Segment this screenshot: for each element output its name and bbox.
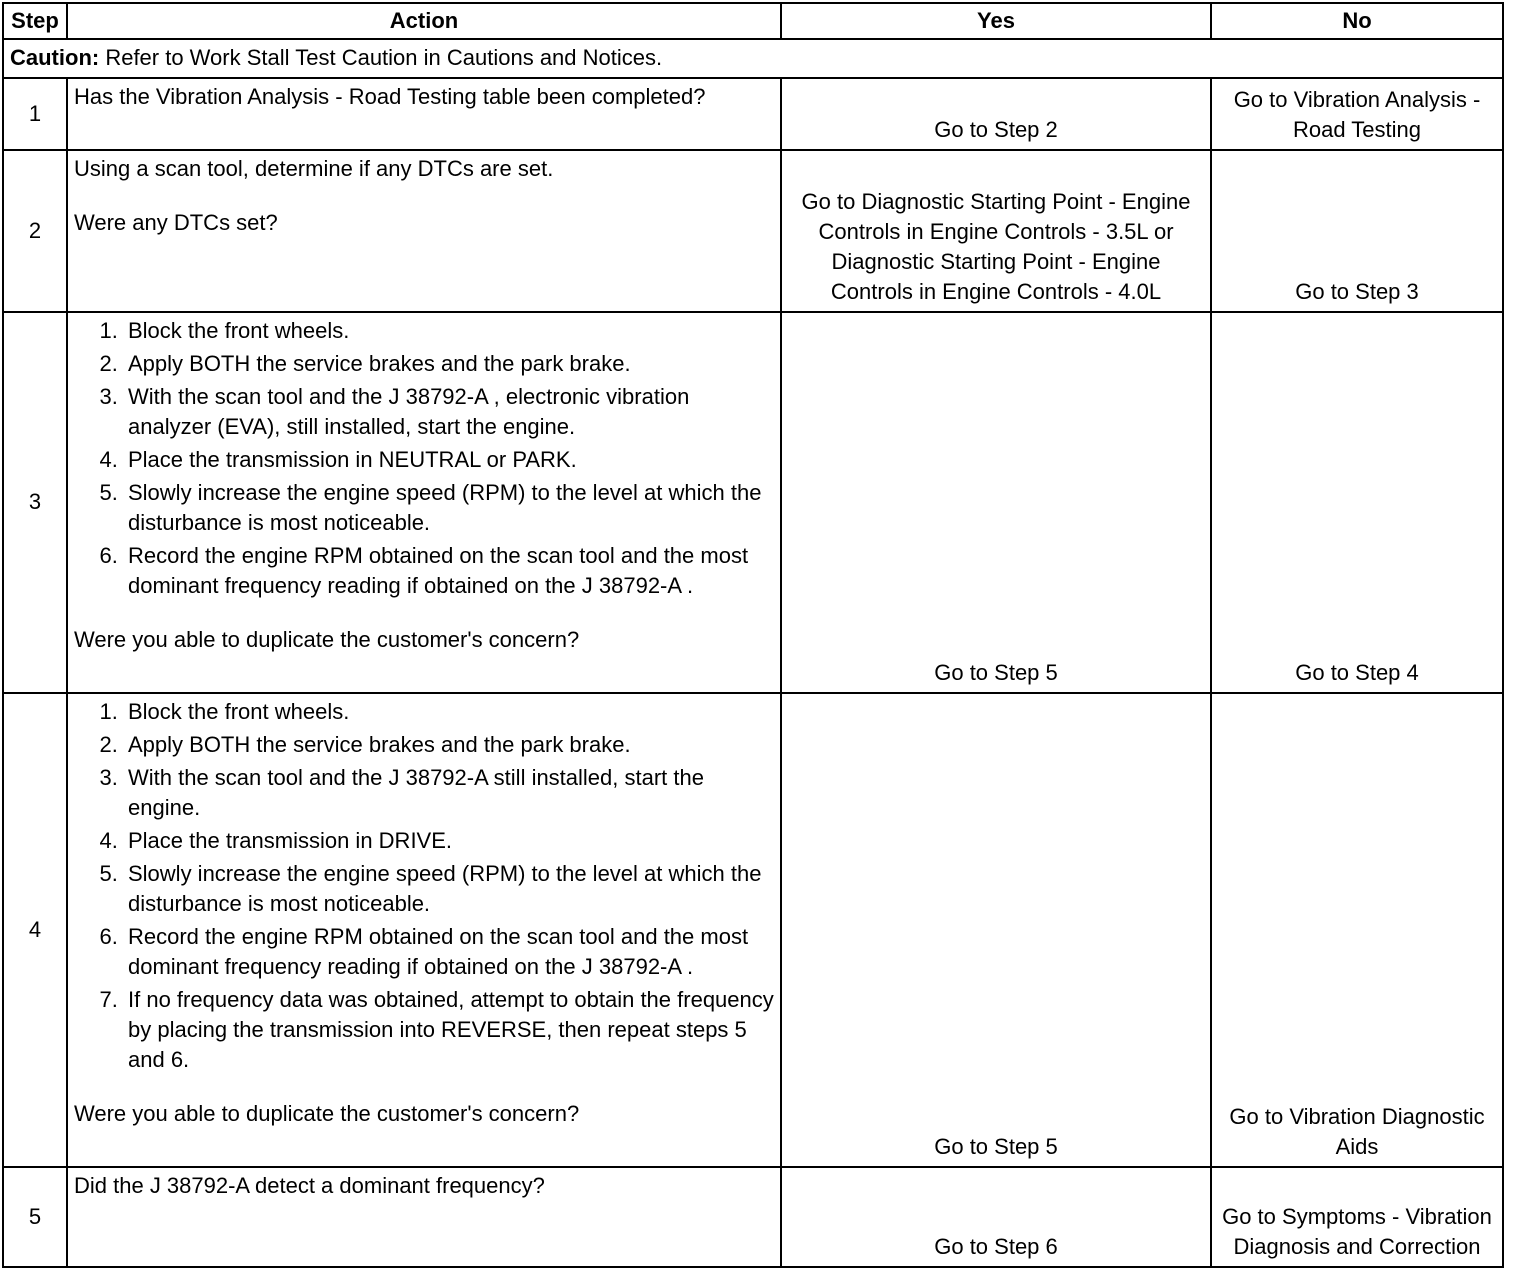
- procedure-item: 2. Apply BOTH the service brakes and the park brake.: [124, 349, 774, 379]
- action-cell: [67, 693, 781, 1167]
- table-row: [3, 693, 1503, 1167]
- step-number: 4: [3, 693, 67, 1167]
- procedure-item: 7. If no frequency data was obtained, attempt to obtain the frequency by placing the transmission into REVERSE, then repeat steps 5 and 6.: [124, 985, 774, 1075]
- table-row: [3, 1167, 1503, 1267]
- procedure-list: [74, 697, 774, 1075]
- procedure-item: 3. With the scan tool and the J 38792-A still installed, start the engine.: [124, 763, 774, 823]
- header-step: Step: [3, 3, 67, 39]
- step-number: 1: [3, 78, 67, 150]
- step-number: 5: [3, 1167, 67, 1267]
- action-text: Using a scan tool, determine if any DTCs are set.: [74, 156, 554, 181]
- procedure-item: 4. Place the transmission in DRIVE.: [124, 826, 774, 856]
- yes-cell: Go to Step 6: [781, 1167, 1211, 1267]
- header-no: No: [1211, 3, 1503, 39]
- action-cell: [67, 312, 781, 693]
- diagnostic-table: [2, 2, 1504, 1268]
- action-question: Were you able to duplicate the customer's concern?: [74, 1101, 580, 1126]
- no-cell: Go to Symptoms - Vibration Diagnosis and Correction: [1211, 1167, 1503, 1267]
- caution-label: Caution:: [10, 45, 100, 70]
- header-action: Action: [67, 3, 781, 39]
- procedure-item: 2. Apply BOTH the service brakes and the park brake.: [124, 730, 774, 760]
- action-question: Were you able to duplicate the customer's concern?: [74, 627, 580, 652]
- procedure-item: 4. Place the transmission in NEUTRAL or PARK.: [124, 445, 774, 475]
- no-cell: Go to Step 4: [1211, 312, 1503, 693]
- no-cell: Go to Vibration Analysis - Road Testing: [1211, 78, 1503, 150]
- step-number: 2: [3, 150, 67, 312]
- yes-cell: Go to Step 5: [781, 312, 1211, 693]
- caution-cell: [3, 39, 1503, 78]
- procedure-list: [74, 316, 774, 601]
- yes-cell: Go to Diagnostic Starting Point - Engine Controls in Engine Controls - 3.5L or Diagnostic Starting Point - Engine Controls in Engine Controls - 4.0L: [781, 150, 1211, 312]
- action-question: Were any DTCs set?: [74, 210, 278, 235]
- procedure-item: 5. Slowly increase the engine speed (RPM) to the level at which the disturbance is most noticeable.: [124, 478, 774, 538]
- procedure-item: 5. Slowly increase the engine speed (RPM) to the level at which the disturbance is most noticeable.: [124, 859, 774, 919]
- header-yes: Yes: [781, 3, 1211, 39]
- no-cell: Go to Vibration Diagnostic Aids: [1211, 693, 1503, 1167]
- caution-text: Refer to Work Stall Test Caution in Cautions and Notices.: [99, 45, 663, 70]
- procedure-item: 1. Block the front wheels.: [124, 697, 774, 727]
- yes-cell: Go to Step 5: [781, 693, 1211, 1167]
- action-cell: Has the Vibration Analysis - Road Testing table been completed?: [67, 78, 781, 150]
- table-row: [3, 312, 1503, 693]
- caution-row: [3, 39, 1503, 78]
- yes-cell: Go to Step 2: [781, 78, 1211, 150]
- action-cell: [67, 150, 781, 312]
- table-row: [3, 78, 1503, 150]
- no-cell: Go to Step 3: [1211, 150, 1503, 312]
- procedure-item: 3. With the scan tool and the J 38792-A , electronic vibration analyzer (EVA), still installed, start the engine.: [124, 382, 774, 442]
- header-row: [3, 3, 1503, 39]
- table-row: [3, 150, 1503, 312]
- procedure-item: 6. Record the engine RPM obtained on the scan tool and the most dominant frequency reading if obtained on the J 38792-A .: [124, 541, 774, 601]
- action-cell: Did the J 38792-A detect a dominant frequency?: [67, 1167, 781, 1267]
- procedure-item: 1. Block the front wheels.: [124, 316, 774, 346]
- step-number: 3: [3, 312, 67, 693]
- procedure-item: 6. Record the engine RPM obtained on the scan tool and the most dominant frequency reading if obtained on the J 38792-A .: [124, 922, 774, 982]
